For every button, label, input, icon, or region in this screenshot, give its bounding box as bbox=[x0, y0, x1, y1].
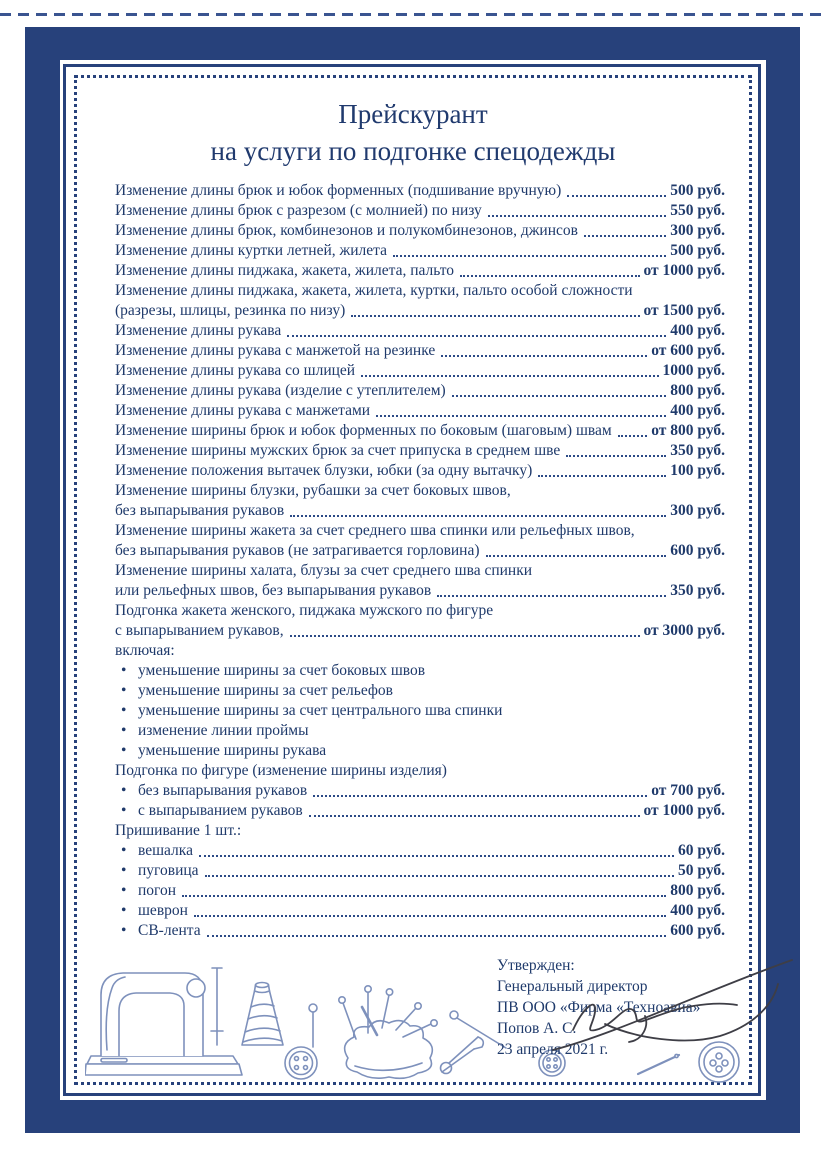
bullet-text: уменьшение ширины рукава bbox=[138, 742, 327, 759]
service-name: • погон bbox=[138, 882, 177, 899]
price-row bbox=[115, 461, 725, 481]
price-entry bbox=[115, 521, 725, 561]
bullet-item bbox=[115, 721, 725, 741]
page-title bbox=[108, 96, 718, 170]
price-value: 300 руб. bbox=[670, 502, 725, 519]
dot-leader bbox=[205, 875, 674, 877]
price-row bbox=[115, 421, 725, 441]
service-name: Изменение длины брюк с разрезом (с молнией) по низу bbox=[115, 202, 482, 219]
service-text: включая: bbox=[115, 642, 175, 659]
price-entry bbox=[115, 341, 725, 361]
price-entry bbox=[115, 221, 725, 241]
service-name: Изменение длины брюк, комбинезонов и полукомбинезонов, джинсов bbox=[115, 222, 578, 239]
service-name: Изменение длины пиджака, жакета, жилета, пальто bbox=[115, 262, 455, 279]
service-name: Изменение длины рукава с манжетой на резинке bbox=[115, 342, 436, 359]
service-name: без выпарывания рукавов bbox=[115, 502, 285, 519]
bullet-item bbox=[115, 701, 725, 721]
price-entry bbox=[115, 361, 725, 381]
bullet-text: уменьшение ширины за счет боковых швов bbox=[138, 662, 426, 679]
price-row bbox=[115, 361, 725, 381]
price-value: 800 руб. bbox=[670, 382, 725, 399]
price-row bbox=[115, 261, 725, 281]
dot-leader bbox=[488, 215, 666, 217]
price-entry bbox=[115, 201, 725, 221]
dot-leader bbox=[584, 235, 666, 237]
price-row bbox=[115, 341, 725, 361]
service-name: • шеврон bbox=[138, 902, 188, 919]
service-name: Изменение длины брюк и юбок форменных (подшивание вручную) bbox=[115, 182, 562, 199]
price-value: от 1000 руб. bbox=[643, 802, 725, 819]
price-row bbox=[115, 181, 725, 201]
price-row bbox=[115, 201, 725, 221]
service-name: (разрезы, шлицы, резинка по низу) bbox=[115, 302, 346, 319]
price-row bbox=[115, 501, 725, 521]
price-entry bbox=[115, 481, 725, 521]
dot-leader bbox=[290, 635, 640, 637]
price-value: от 600 руб. bbox=[651, 342, 725, 359]
price-row bbox=[115, 241, 725, 261]
service-text: Изменение ширины халата, блузы за счет среднего шва спинки bbox=[115, 562, 533, 579]
service-name: • вешалка bbox=[138, 842, 193, 859]
price-value: 600 руб. bbox=[670, 922, 725, 939]
button-icon bbox=[285, 1047, 317, 1079]
price-value: от 1500 руб. bbox=[643, 302, 725, 319]
dot-leader bbox=[290, 515, 666, 517]
dot-leader bbox=[194, 915, 666, 917]
price-row bbox=[115, 381, 725, 401]
page-top-dashed-line bbox=[0, 13, 826, 16]
price-value: 500 руб. bbox=[670, 242, 725, 259]
dot-leader bbox=[207, 935, 667, 937]
price-entry bbox=[115, 421, 725, 441]
dot-leader bbox=[182, 895, 666, 897]
price-value: 60 руб. bbox=[678, 842, 725, 859]
dot-leader bbox=[452, 395, 667, 397]
service-name: Изменение ширины мужских брюк за счет припуска в среднем шве bbox=[115, 442, 561, 459]
price-entry bbox=[115, 261, 725, 281]
price-entry bbox=[115, 241, 725, 261]
sewing-machine-icon bbox=[85, 968, 242, 1075]
price-row bbox=[115, 621, 725, 641]
bullet-item bbox=[115, 681, 725, 701]
section-header: Пришивание 1 шт.: bbox=[115, 822, 242, 839]
pincushion-icon bbox=[339, 986, 437, 1079]
dot-leader bbox=[567, 195, 666, 197]
price-value: 350 руб. bbox=[670, 582, 725, 599]
approval-name: Попов А. С. bbox=[497, 1020, 577, 1037]
dot-leader bbox=[437, 595, 666, 597]
service-name: Изменение длины куртки летней, жилета bbox=[115, 242, 387, 259]
dot-leader bbox=[441, 355, 647, 357]
price-entry bbox=[115, 281, 725, 321]
approval-role: Генеральный директор bbox=[497, 978, 648, 995]
dot-leader bbox=[460, 275, 639, 277]
price-value: 100 руб. bbox=[670, 462, 725, 479]
price-value: 400 руб. bbox=[670, 902, 725, 919]
dot-leader bbox=[287, 335, 666, 337]
dot-leader bbox=[361, 375, 658, 377]
price-row bbox=[115, 881, 725, 901]
price-row bbox=[115, 921, 725, 941]
bullet-text: уменьшение ширины за счет центрального шва спинки bbox=[138, 702, 503, 719]
price-list bbox=[115, 181, 725, 941]
service-name: Изменение ширины брюк и юбок форменных по боковым (шаговым) швам bbox=[115, 422, 612, 439]
price-entry bbox=[115, 761, 725, 821]
service-name: • пуговица bbox=[138, 862, 199, 879]
thread-cone-icon bbox=[242, 983, 283, 1046]
dot-leader bbox=[486, 555, 667, 557]
price-value: 400 руб. bbox=[670, 402, 725, 419]
price-entry bbox=[115, 601, 725, 761]
service-text: Подгонка жакета женского, пиджака мужского по фигуре bbox=[115, 602, 494, 619]
price-row bbox=[115, 841, 725, 861]
signature-scribble bbox=[545, 946, 800, 1064]
bullet-item bbox=[115, 661, 725, 681]
price-value: 1000 руб. bbox=[662, 362, 725, 379]
price-entry bbox=[115, 461, 725, 481]
section-header: Подгонка по фигуре (изменение ширины изделия) bbox=[115, 762, 447, 779]
service-name: или рельефных швов, без выпарывания рукавов bbox=[115, 582, 432, 599]
service-name: Изменение длины рукава bbox=[115, 322, 282, 339]
title-line-2: на услуги по подгонке спецодежды bbox=[210, 136, 616, 166]
price-row bbox=[115, 441, 725, 461]
safety-pin-icon bbox=[441, 1037, 484, 1074]
price-entry bbox=[115, 561, 725, 601]
price-entry bbox=[115, 181, 725, 201]
bullet-text: уменьшение ширины за счет рельефов bbox=[138, 682, 394, 699]
price-value: от 700 руб. bbox=[651, 782, 725, 799]
dot-leader bbox=[393, 255, 666, 257]
price-row bbox=[115, 321, 725, 341]
service-text: Изменение ширины жакета за счет среднего шва спинки или рельефных швов, bbox=[115, 522, 635, 539]
bullet-item bbox=[115, 741, 725, 761]
service-name: Изменение длины рукава (изделие с утеплителем) bbox=[115, 382, 446, 399]
price-entry bbox=[115, 441, 725, 461]
price-entry bbox=[115, 821, 725, 941]
dot-leader bbox=[351, 315, 639, 317]
price-row bbox=[115, 901, 725, 921]
service-name: с выпарыванием рукавов, bbox=[115, 622, 284, 639]
price-row bbox=[115, 801, 725, 821]
price-entry bbox=[115, 401, 725, 421]
price-value: 800 руб. bbox=[670, 882, 725, 899]
service-name: Изменение положения вытачек блузки, юбки (за одну вытачку) bbox=[115, 462, 533, 479]
price-entry bbox=[115, 321, 725, 341]
price-row bbox=[115, 221, 725, 241]
dot-leader bbox=[376, 415, 666, 417]
price-value: 500 руб. bbox=[670, 182, 725, 199]
approval-date: 23 апреля 2021 г. bbox=[497, 1041, 609, 1058]
price-value: от 800 руб. bbox=[651, 422, 725, 439]
price-value: от 3000 руб. bbox=[643, 622, 725, 639]
price-value: 400 руб. bbox=[670, 322, 725, 339]
dot-leader bbox=[566, 455, 666, 457]
price-row bbox=[115, 301, 725, 321]
service-name: без выпарывания рукавов (не затрагивается горловина) bbox=[115, 542, 480, 559]
price-value: 550 руб. bbox=[670, 202, 725, 219]
approval-status: Утвержден: bbox=[497, 957, 575, 974]
price-row bbox=[115, 541, 725, 561]
price-row bbox=[115, 781, 725, 801]
service-name: • СВ-лента bbox=[138, 922, 201, 939]
service-text: Изменение длины пиджака, жакета, жилета, куртки, пальто особой сложности bbox=[115, 282, 633, 299]
price-row bbox=[115, 861, 725, 881]
title-line-1: Прейскурант bbox=[338, 99, 488, 129]
approval-company: ПВ ООО «Фирма «Техноавиа» bbox=[497, 999, 701, 1016]
dot-leader bbox=[538, 475, 666, 477]
service-name: Изменение длины рукава с манжетами bbox=[115, 402, 371, 419]
price-row bbox=[115, 401, 725, 421]
price-value: 300 руб. bbox=[670, 222, 725, 239]
price-entry bbox=[115, 381, 725, 401]
dot-leader bbox=[313, 795, 647, 797]
price-row bbox=[115, 581, 725, 601]
price-value: 600 руб. bbox=[670, 542, 725, 559]
service-name: • без выпарывания рукавов bbox=[138, 782, 308, 799]
service-text: Изменение ширины блузки, рубашки за счет боковых швов, bbox=[115, 482, 511, 499]
dot-leader bbox=[199, 855, 674, 857]
dot-leader bbox=[618, 435, 648, 437]
price-value: от 1000 руб. bbox=[643, 262, 725, 279]
service-name: Изменение длины рукава со шлицей bbox=[115, 362, 356, 379]
bullet-text: изменение линии проймы bbox=[138, 722, 309, 739]
price-value: 350 руб. bbox=[670, 442, 725, 459]
price-value: 50 руб. bbox=[678, 862, 725, 879]
dot-leader bbox=[309, 815, 640, 817]
pin-icon bbox=[309, 1004, 317, 1047]
service-name: • с выпарыванием рукавов bbox=[138, 802, 303, 819]
